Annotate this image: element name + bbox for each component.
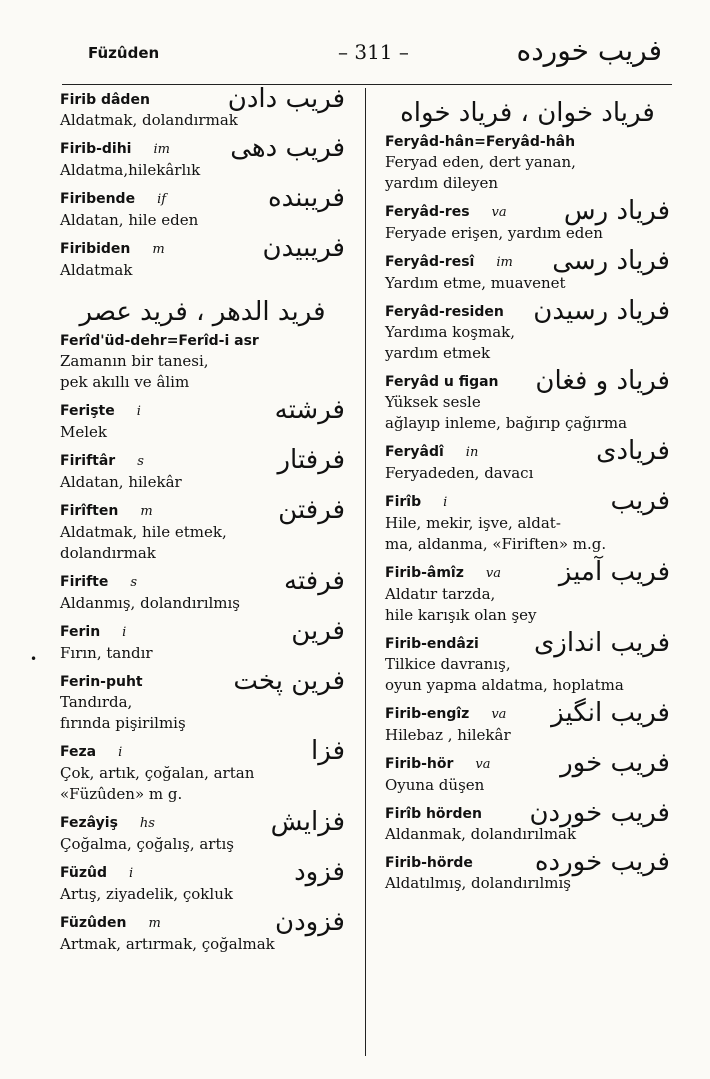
headword-text: Firib-endâzi <box>385 636 479 652</box>
entry-headword <box>60 742 345 763</box>
entry-definition: Aldanmak, dolandırılmak <box>385 825 577 843</box>
entry-arabic-script: فریب خورده <box>534 847 670 877</box>
headword-text: Feryâd u figan <box>385 374 499 390</box>
entry-definition: Feryad eden, dert yanan, yardım dileyen <box>385 153 576 192</box>
entry-arabic-script: فریبیدن <box>262 233 345 263</box>
headword-text: Firib-engîz <box>385 706 470 722</box>
entry-definition: Yüksek sesle ağlayıp inleme, bağırıp çağırma <box>385 393 628 432</box>
entry-headword <box>60 331 345 351</box>
entry-definition: Çok, artık, çoğalan, artan «Füzûden» m g. <box>60 764 255 803</box>
part-of-speech: va <box>485 566 501 581</box>
part-of-speech: s <box>137 454 144 469</box>
header-rule <box>62 84 672 85</box>
part-of-speech: im <box>153 142 170 157</box>
entry-arabic-script: فرین پخت <box>233 666 345 696</box>
headword-text: Firib-hörde <box>385 855 473 871</box>
headword-text: Fezâyiş <box>60 815 118 831</box>
entry-arabic-script: فرشته <box>274 395 345 425</box>
entry-definition: Tandırda, fırında pişirilmiş <box>60 693 186 732</box>
dictionary-entry <box>60 807 345 855</box>
margin-mark: • <box>30 652 38 666</box>
dictionary-entry <box>385 798 670 845</box>
entry-arabic-script: فرین <box>291 616 345 646</box>
entry-definition: Çoğalma, çoğalış, artış <box>60 835 234 853</box>
entry-definition: Aldatılmış, dolandırılmış <box>385 874 571 892</box>
part-of-speech: m <box>152 242 165 257</box>
headword-text: Firiftâr <box>60 453 116 469</box>
entry-arabic-script: فریب آمیز <box>558 557 670 587</box>
dictionary-entry <box>60 133 345 181</box>
dictionary-entry <box>385 557 670 626</box>
part-of-speech: im <box>496 255 513 270</box>
entry-arabic-script: فزود <box>294 857 345 887</box>
entry-arabic-script: فریاد رس <box>563 196 670 226</box>
dictionary-entry <box>60 566 345 614</box>
headword-text: Firîften <box>60 503 119 519</box>
part-of-speech: s <box>130 575 138 590</box>
entry-arabic-script: فرید الدهر ، فرید عصر <box>79 297 326 327</box>
dictionary-entry <box>60 445 345 493</box>
page-header <box>0 0 710 82</box>
entry-arabic-script: فریاد و فغان <box>535 366 670 396</box>
part-of-speech: va <box>475 757 491 772</box>
entry-definition: Artmak, artırmak, çoğalmak <box>60 935 275 953</box>
dictionary-entry <box>60 666 345 734</box>
entry-arabic-script: فریب انگیز <box>551 698 670 728</box>
headword-text: Füzûden <box>60 915 127 931</box>
entry-headword <box>385 132 670 152</box>
entry-definition: Oyuna düşen <box>385 776 485 794</box>
running-head-left: Füzûden <box>88 44 160 62</box>
headword-text: Firib dâden <box>60 92 150 108</box>
entry-definition: Artış, ziyadelik, çokluk <box>60 885 233 903</box>
headword-text: Feryâd-residen <box>385 304 504 320</box>
dictionary-entry <box>385 486 670 555</box>
entry-definition: Zamanın bir tanesi, pek akıllı ve âlim <box>60 352 209 391</box>
entry-arabic-script: فریب دهی <box>230 133 345 163</box>
part-of-speech: in <box>465 445 479 460</box>
entry-definition: Fırın, tandır <box>60 644 153 662</box>
dictionary-entry <box>385 628 670 696</box>
running-head-right: فریب خورده <box>516 34 662 67</box>
headword-text: Feryâd-hân=Feryâd-hâh <box>385 134 576 150</box>
part-of-speech: i <box>118 745 123 760</box>
dictionary-entry <box>60 736 345 805</box>
dictionary-entry <box>60 183 345 231</box>
headword-text: Firîb <box>385 494 422 510</box>
entry-definition: Yardıma koşmak, yardım etmek <box>385 323 516 362</box>
headword-text: Feryâd-resî <box>385 254 475 270</box>
headword-text: Feza <box>60 744 97 760</box>
dictionary-entry <box>60 289 345 393</box>
dictionary-entry <box>60 233 345 281</box>
entry-definition: Aldanmış, dolandırılmış <box>60 594 241 612</box>
entry-definition: Feryade erişen, yardım eden <box>385 224 603 242</box>
dictionary-entry <box>385 436 670 484</box>
column-divider <box>365 88 366 1056</box>
headword-text: Firib-hör <box>385 756 454 772</box>
dictionary-entry <box>385 246 670 294</box>
entry-arabic-script: فریب خوردن <box>529 798 670 828</box>
entry-definition: Tilkice davranış, oyun yapma aldatma, hoplatma <box>385 655 624 694</box>
entry-arabic-script: فریاد رسیدن <box>533 296 670 326</box>
entry-definition: Melek <box>60 423 107 441</box>
headword-text: Firifte <box>60 574 109 590</box>
dictionary-entry <box>385 296 670 364</box>
entry-definition: Aldatmak, hile etmek, dolandırmak <box>60 523 227 562</box>
entry-arabic-script: فریب <box>610 486 670 516</box>
entry-definition: Aldatmak <box>60 261 133 279</box>
entry-arabic-script: فریاد خوان ، فریاد خواه <box>400 98 655 128</box>
entry-arabic-script: فریاد رسی <box>552 246 670 276</box>
dictionary-entry <box>385 847 670 894</box>
headword-text: Füzûd <box>60 865 107 881</box>
dictionary-entry <box>385 748 670 796</box>
headword-text: Firib-âmîz <box>385 565 464 581</box>
dictionary-entry <box>60 857 345 905</box>
right-column <box>385 90 670 902</box>
entry-arabic-script: فزا <box>311 736 345 766</box>
entry-arabic-script: فرفتن <box>278 495 345 525</box>
part-of-speech: hs <box>139 816 155 831</box>
entry-arabic-script: فزایش <box>270 807 345 837</box>
headword-text: Firibende <box>60 191 136 207</box>
headword-text: Ferîd'üd-dehr=Ferîd-i asr <box>60 333 259 349</box>
entry-arabic-script: فریادی <box>596 436 670 466</box>
entry-arabic-script: فزودن <box>274 907 345 937</box>
part-of-speech: i <box>122 625 127 640</box>
headword-text: Feryâd-res <box>385 204 470 220</box>
dictionary-entry <box>60 495 345 564</box>
entry-definition: Aldatan, hile eden <box>60 211 199 229</box>
entry-definition: Aldatan, hilekâr <box>60 473 182 491</box>
entry-arabic-script: فرفتار <box>277 445 345 475</box>
entry-definition: Hilebaz , hilekâr <box>385 726 511 744</box>
headword-text: Firibiden <box>60 241 131 257</box>
part-of-speech: i <box>128 866 134 881</box>
entry-definition: Aldatmak, dolandırmak <box>60 111 238 129</box>
entry-definition: Yardım etme, muavenet <box>385 274 566 292</box>
dictionary-entry <box>385 366 670 434</box>
headword-text: Firib-dihi <box>60 141 132 157</box>
part-of-speech: if <box>157 192 167 207</box>
dictionary-entry <box>60 84 345 131</box>
dictionary-entry <box>60 907 345 955</box>
entry-definition: Feryadeden, davacı <box>385 464 534 482</box>
dictionary-entry <box>60 395 345 443</box>
entry-definition: Aldatma,hilekârlık <box>60 161 201 179</box>
part-of-speech: i <box>136 404 141 419</box>
part-of-speech: m <box>140 504 153 519</box>
page-number: – 311 – <box>338 40 409 64</box>
headword-text: Ferişte <box>60 403 115 419</box>
dictionary-entry <box>385 196 670 244</box>
dictionary-entry <box>385 90 670 194</box>
headword-text: Ferin <box>60 624 101 640</box>
entry-definition: Aldatır tarzda, hile karışık olan şey <box>385 585 537 624</box>
part-of-speech: va <box>491 205 507 220</box>
entry-definition: Hile, mekir, işve, aldat- ma, aldanma, «Firiften» m.g. <box>385 514 607 553</box>
entry-arabic-script: فریبنده <box>268 183 345 213</box>
part-of-speech: i <box>443 495 448 510</box>
left-column <box>60 84 345 963</box>
headword-text: Feryâdî <box>385 444 444 460</box>
entry-arabic-script: فرفته <box>284 566 345 596</box>
dictionary-entry <box>60 616 345 664</box>
entry-arabic-script: فریب خور <box>560 748 670 778</box>
entry-arabic-script: فریب اندازی <box>533 628 670 658</box>
headword-text: Firîb hörden <box>385 806 482 822</box>
dictionary-entry <box>385 698 670 746</box>
entry-arabic-script: فریب دادن <box>227 84 345 114</box>
part-of-speech: va <box>491 707 507 722</box>
part-of-speech: m <box>148 916 161 931</box>
headword-text: Ferin-puht <box>60 674 143 690</box>
